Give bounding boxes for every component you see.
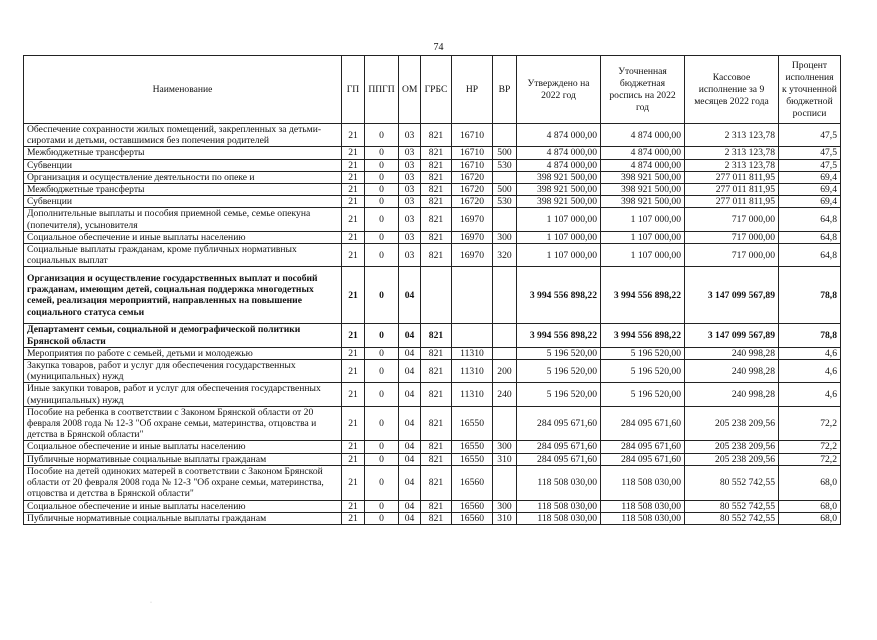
- table-row: [24, 347, 841, 359]
- cell-gp: 21: [342, 147, 365, 159]
- table-row: [24, 453, 841, 465]
- cell-name: Мероприятия по работе с семьей, детьми и молодежью: [24, 347, 342, 359]
- cell-grbs: 821: [421, 171, 452, 183]
- cell-np: 16720: [452, 171, 493, 183]
- cell-refined: 118 508 030,00: [601, 465, 685, 500]
- cell-om: 03: [399, 171, 421, 183]
- cell-name: Субвенции: [24, 159, 342, 171]
- cell-np: 16560: [452, 500, 493, 512]
- cell-vr: [493, 347, 517, 359]
- cell-gp: 21: [342, 360, 365, 383]
- cell-approved: 118 508 030,00: [517, 465, 601, 500]
- table-row: [24, 171, 841, 183]
- cell-percent: 68,0: [779, 465, 841, 500]
- cell-percent: 68,0: [779, 500, 841, 512]
- cell-np: 16720: [452, 184, 493, 196]
- cell-om: 04: [399, 406, 421, 441]
- cell-name: Социальное обеспечение и иные выплаты населению: [24, 231, 342, 243]
- cell-refined: 5 196 520,00: [601, 360, 685, 383]
- cell-approved: 398 921 500,00: [517, 171, 601, 183]
- table-row: [24, 159, 841, 171]
- cell-ppgp: 0: [365, 500, 399, 512]
- cell-vr: 500: [493, 147, 517, 159]
- cell-np: 16720: [452, 196, 493, 208]
- table-row: [24, 124, 841, 147]
- cell-np: 11310: [452, 383, 493, 406]
- cell-percent: 78,8: [779, 324, 841, 347]
- cell-np: 16550: [452, 441, 493, 453]
- cell-ppgp: 0: [365, 124, 399, 147]
- cell-cash: 717 000,00: [685, 231, 779, 243]
- cell-np: [452, 324, 493, 347]
- cell-gp: 21: [342, 196, 365, 208]
- table-row: [24, 196, 841, 208]
- cell-percent: 72,2: [779, 453, 841, 465]
- cell-cash: 240 998,28: [685, 360, 779, 383]
- cell-cash: 240 998,28: [685, 347, 779, 359]
- cell-refined: 4 874 000,00: [601, 124, 685, 147]
- cell-np: 16710: [452, 147, 493, 159]
- cell-ppgp: 0: [365, 324, 399, 347]
- cell-grbs: 821: [421, 196, 452, 208]
- cell-approved: 118 508 030,00: [517, 500, 601, 512]
- cell-vr: 300: [493, 231, 517, 243]
- cell-name: Субвенции: [24, 196, 342, 208]
- cell-gp: 21: [342, 465, 365, 500]
- cell-approved: 4 874 000,00: [517, 159, 601, 171]
- cell-name: Иные закупки товаров, работ и услуг для обеспечения государственных (муниципальных) нужд: [24, 383, 342, 406]
- cell-om: 03: [399, 124, 421, 147]
- cell-name: Пособие на ребенка в соответствии с Законом Брянской области от 20 февраля 2008 года № 12-З "Об охране семьи, материнства, отцовства и детства в Брянской области": [24, 406, 342, 441]
- cell-vr: 200: [493, 360, 517, 383]
- header-cash: Кассовое исполнение за 9 месяцев 2022 года: [685, 56, 779, 124]
- cell-ppgp: 0: [365, 406, 399, 441]
- cell-percent: 69,4: [779, 184, 841, 196]
- cell-grbs: 821: [421, 360, 452, 383]
- cell-np: 16710: [452, 159, 493, 171]
- cell-vr: [493, 171, 517, 183]
- cell-approved: 5 196 520,00: [517, 383, 601, 406]
- cell-refined: 284 095 671,60: [601, 406, 685, 441]
- cell-approved: 5 196 520,00: [517, 360, 601, 383]
- cell-percent: 47,5: [779, 124, 841, 147]
- cell-ppgp: 0: [365, 159, 399, 171]
- cell-name: Департамент семьи, социальной и демографической политики Брянской области: [24, 324, 342, 347]
- page-number: 74: [433, 42, 444, 53]
- cell-percent: 64,8: [779, 244, 841, 267]
- cell-name: Социальное обеспечение и иные выплаты населению: [24, 500, 342, 512]
- cell-name: Межбюджетные трансферты: [24, 184, 342, 196]
- cell-percent: 64,8: [779, 208, 841, 231]
- header-ppgp: ППГП: [365, 56, 399, 124]
- cell-refined: 1 107 000,00: [601, 244, 685, 267]
- cell-percent: 4,6: [779, 383, 841, 406]
- cell-cash: 2 313 123,78: [685, 147, 779, 159]
- cell-percent: 47,5: [779, 159, 841, 171]
- cell-om: 04: [399, 465, 421, 500]
- cell-cash: 240 998,28: [685, 383, 779, 406]
- cell-grbs: 821: [421, 513, 452, 525]
- cell-cash: 277 011 811,95: [685, 196, 779, 208]
- table-row: [24, 500, 841, 512]
- table-row: [24, 231, 841, 243]
- cell-ppgp: 0: [365, 147, 399, 159]
- table-row: [24, 324, 841, 347]
- cell-percent: 78,8: [779, 267, 841, 324]
- cell-cash: 717 000,00: [685, 244, 779, 267]
- cell-gp: 21: [342, 184, 365, 196]
- cell-grbs: 821: [421, 124, 452, 147]
- table-row: [24, 244, 841, 267]
- cell-cash: 205 238 209,56: [685, 453, 779, 465]
- cell-om: 04: [399, 513, 421, 525]
- cell-grbs: 821: [421, 465, 452, 500]
- header-name: Наименование: [24, 56, 342, 124]
- table-row: [24, 513, 841, 525]
- cell-approved: 398 921 500,00: [517, 184, 601, 196]
- cell-gp: 21: [342, 231, 365, 243]
- cell-approved: 284 095 671,60: [517, 441, 601, 453]
- cell-ppgp: 0: [365, 360, 399, 383]
- cell-cash: 717 000,00: [685, 208, 779, 231]
- cell-approved: 1 107 000,00: [517, 208, 601, 231]
- cell-np: 16550: [452, 453, 493, 465]
- table-row: [24, 184, 841, 196]
- cell-vr: [493, 465, 517, 500]
- cell-ppgp: 0: [365, 267, 399, 324]
- cell-refined: 1 107 000,00: [601, 208, 685, 231]
- cell-refined: 4 874 000,00: [601, 159, 685, 171]
- cell-refined: 284 095 671,60: [601, 441, 685, 453]
- cell-name: Публичные нормативные социальные выплаты гражданам: [24, 453, 342, 465]
- cell-grbs: 821: [421, 383, 452, 406]
- cell-om: 03: [399, 208, 421, 231]
- cell-np: 16560: [452, 465, 493, 500]
- cell-om: 03: [399, 231, 421, 243]
- cell-gp: 21: [342, 324, 365, 347]
- cell-percent: 69,4: [779, 196, 841, 208]
- table-row: [24, 360, 841, 383]
- cell-cash: 80 552 742,55: [685, 513, 779, 525]
- cell-name: Межбюджетные трансферты: [24, 147, 342, 159]
- cell-ppgp: 0: [365, 196, 399, 208]
- cell-grbs: 821: [421, 244, 452, 267]
- cell-refined: 398 921 500,00: [601, 184, 685, 196]
- cell-om: 04: [399, 324, 421, 347]
- cell-name: Организация и осуществление государственных выплат и пособий гражданам, имеющим детей, социальная поддержка многодетных семей, реализация мероприятий, направленных на повышение социального статуса семьи: [24, 267, 342, 324]
- cell-refined: 3 994 556 898,22: [601, 267, 685, 324]
- cell-grbs: 821: [421, 347, 452, 359]
- cell-ppgp: 0: [365, 171, 399, 183]
- cell-gp: 21: [342, 208, 365, 231]
- header-vr: ВР: [493, 56, 517, 124]
- cell-om: 03: [399, 159, 421, 171]
- cell-np: 16970: [452, 208, 493, 231]
- cell-approved: 4 874 000,00: [517, 147, 601, 159]
- cell-gp: 21: [342, 513, 365, 525]
- cell-refined: 5 196 520,00: [601, 383, 685, 406]
- header-approved: Утверждено на 2022 год: [517, 56, 601, 124]
- header-percent: Процент исполнения к уточненной бюджетной росписи: [779, 56, 841, 124]
- cell-ppgp: 0: [365, 453, 399, 465]
- header-refined: Уточненная бюджетная роспись на 2022 год: [601, 56, 685, 124]
- cell-gp: 21: [342, 383, 365, 406]
- cell-om: 04: [399, 453, 421, 465]
- table-row: [24, 208, 841, 231]
- cell-name: Публичные нормативные социальные выплаты гражданам: [24, 513, 342, 525]
- cell-np: 16560: [452, 513, 493, 525]
- cell-gp: 21: [342, 171, 365, 183]
- cell-percent: 4,6: [779, 360, 841, 383]
- cell-om: 03: [399, 244, 421, 267]
- cell-approved: 4 874 000,00: [517, 124, 601, 147]
- cell-grbs: 821: [421, 453, 452, 465]
- cell-grbs: 821: [421, 147, 452, 159]
- cell-percent: 69,4: [779, 171, 841, 183]
- cell-grbs: 821: [421, 184, 452, 196]
- cell-vr: [493, 324, 517, 347]
- header-np: НР: [452, 56, 493, 124]
- cell-grbs: 821: [421, 441, 452, 453]
- cell-cash: 277 011 811,95: [685, 184, 779, 196]
- cell-om: 04: [399, 441, 421, 453]
- cell-ppgp: 0: [365, 244, 399, 267]
- cell-gp: 21: [342, 267, 365, 324]
- cell-cash: 80 552 742,55: [685, 500, 779, 512]
- cell-percent: 4,6: [779, 347, 841, 359]
- table-row: [24, 147, 841, 159]
- table-row: [24, 465, 841, 500]
- cell-vr: 300: [493, 500, 517, 512]
- cell-vr: [493, 406, 517, 441]
- cell-om: 04: [399, 500, 421, 512]
- cell-percent: 72,2: [779, 441, 841, 453]
- cell-approved: 118 508 030,00: [517, 513, 601, 525]
- header-gp: ГП: [342, 56, 365, 124]
- cell-ppgp: 0: [365, 231, 399, 243]
- cell-np: [452, 267, 493, 324]
- cell-om: 03: [399, 196, 421, 208]
- cell-vr: 300: [493, 441, 517, 453]
- cell-name: Обеспечение сохранности жилых помещений, закрепленных за детьми-сиротами и детьми, оставшимися без попечения родителей: [24, 124, 342, 147]
- cell-cash: 80 552 742,55: [685, 465, 779, 500]
- cell-grbs: 821: [421, 208, 452, 231]
- cell-grbs: 821: [421, 406, 452, 441]
- cell-vr: [493, 267, 517, 324]
- cell-om: 03: [399, 184, 421, 196]
- cell-grbs: [421, 267, 452, 324]
- cell-percent: 47,5: [779, 147, 841, 159]
- cell-om: 04: [399, 267, 421, 324]
- cell-vr: [493, 124, 517, 147]
- cell-np: 16970: [452, 231, 493, 243]
- cell-refined: 118 508 030,00: [601, 500, 685, 512]
- cell-refined: 398 921 500,00: [601, 196, 685, 208]
- cell-vr: 310: [493, 513, 517, 525]
- cell-refined: 5 196 520,00: [601, 347, 685, 359]
- cell-ppgp: 0: [365, 465, 399, 500]
- cell-gp: 21: [342, 500, 365, 512]
- cell-vr: 240: [493, 383, 517, 406]
- cell-cash: 205 238 209,56: [685, 406, 779, 441]
- cell-percent: 64,8: [779, 231, 841, 243]
- cell-ppgp: 0: [365, 184, 399, 196]
- cell-vr: [493, 208, 517, 231]
- cell-vr: 320: [493, 244, 517, 267]
- cell-refined: 118 508 030,00: [601, 513, 685, 525]
- cell-refined: 4 874 000,00: [601, 147, 685, 159]
- cell-name: Закупка товаров, работ и услуг для обеспечения государственных (муниципальных) нужд: [24, 360, 342, 383]
- cell-name: Дополнительные выплаты и пособия приемной семье, семье опекуна (попечителя), усыновителя: [24, 208, 342, 231]
- cell-ppgp: 0: [365, 347, 399, 359]
- cell-cash: 2 313 123,78: [685, 159, 779, 171]
- cell-approved: 284 095 671,60: [517, 453, 601, 465]
- cell-refined: 1 107 000,00: [601, 231, 685, 243]
- cell-refined: 3 994 556 898,22: [601, 324, 685, 347]
- cell-gp: 21: [342, 453, 365, 465]
- cell-grbs: 821: [421, 500, 452, 512]
- cell-np: 11310: [452, 347, 493, 359]
- header-grbs: ГРБС: [421, 56, 452, 124]
- table-row: [24, 383, 841, 406]
- cell-refined: 284 095 671,60: [601, 453, 685, 465]
- cell-approved: 3 994 556 898,22: [517, 324, 601, 347]
- table-row: [24, 267, 841, 324]
- cell-gp: 21: [342, 441, 365, 453]
- cell-cash: 3 147 099 567,89: [685, 267, 779, 324]
- cell-name: Социальное обеспечение и иные выплаты населению: [24, 441, 342, 453]
- cell-cash: 3 147 099 567,89: [685, 324, 779, 347]
- cell-name: Организация и осуществление деятельности по опеке и: [24, 171, 342, 183]
- cell-gp: 21: [342, 159, 365, 171]
- cell-gp: 21: [342, 244, 365, 267]
- cell-vr: 310: [493, 453, 517, 465]
- header-om: ОМ: [399, 56, 421, 124]
- cell-approved: 3 994 556 898,22: [517, 267, 601, 324]
- cell-ppgp: 0: [365, 208, 399, 231]
- cell-name: Социальные выплаты гражданам, кроме публичных нормативных социальных выплат: [24, 244, 342, 267]
- budget-table: [23, 55, 841, 525]
- cell-vr: 500: [493, 184, 517, 196]
- cell-om: 04: [399, 347, 421, 359]
- cell-percent: 68,0: [779, 513, 841, 525]
- table-row: [24, 441, 841, 453]
- cell-gp: 21: [342, 406, 365, 441]
- table-header-row: [24, 56, 841, 124]
- cell-grbs: 821: [421, 324, 452, 347]
- cell-approved: 284 095 671,60: [517, 406, 601, 441]
- cell-grbs: 821: [421, 159, 452, 171]
- cell-cash: 205 238 209,56: [685, 441, 779, 453]
- cell-np: 11310: [452, 360, 493, 383]
- cell-approved: 5 196 520,00: [517, 347, 601, 359]
- cell-ppgp: 0: [365, 383, 399, 406]
- cell-ppgp: 0: [365, 513, 399, 525]
- cell-approved: 1 107 000,00: [517, 231, 601, 243]
- cell-approved: 398 921 500,00: [517, 196, 601, 208]
- cell-gp: 21: [342, 347, 365, 359]
- cell-vr: 530: [493, 159, 517, 171]
- cell-vr: 530: [493, 196, 517, 208]
- cell-grbs: 821: [421, 231, 452, 243]
- cell-ppgp: 0: [365, 441, 399, 453]
- cell-cash: 2 313 123,78: [685, 124, 779, 147]
- cell-percent: 72,2: [779, 406, 841, 441]
- cell-np: 16970: [452, 244, 493, 267]
- cell-np: 16710: [452, 124, 493, 147]
- cell-om: 04: [399, 360, 421, 383]
- cell-om: 03: [399, 147, 421, 159]
- cell-refined: 398 921 500,00: [601, 171, 685, 183]
- cell-approved: 1 107 000,00: [517, 244, 601, 267]
- cell-gp: 21: [342, 124, 365, 147]
- cell-cash: 277 011 811,95: [685, 171, 779, 183]
- cell-name: Пособие на детей одиноких матерей в соответствии с Законом Брянской области от 20 февраля 2008 года № 12-З "Об охране семьи, материнства, отцовства и детства в Брянской области": [24, 465, 342, 500]
- table-row: [24, 406, 841, 441]
- cell-om: 04: [399, 383, 421, 406]
- cell-np: 16550: [452, 406, 493, 441]
